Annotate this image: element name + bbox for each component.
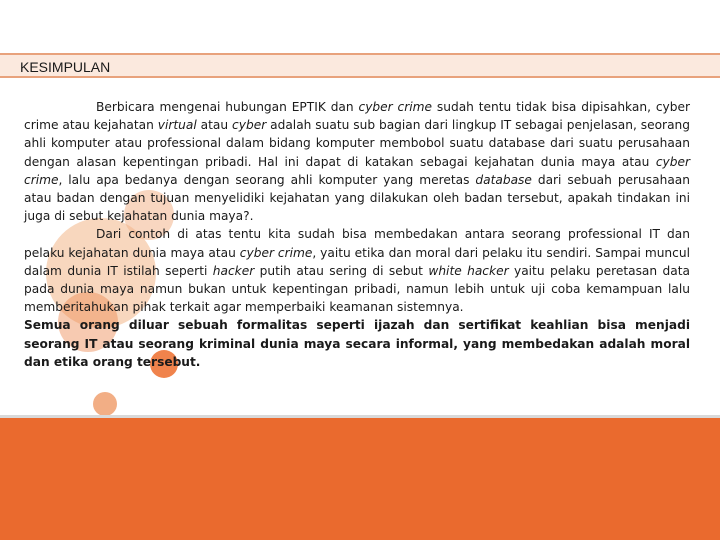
text-run: sudah tentu tidak bisa dipisahkan, cyber crime atau kejahatan [24,100,690,133]
paragraph-2 [24,225,690,316]
text-run: dari sebuah perusahaan atau badan dengan tujuan menyelidiki kejahatan yang dilakukan oleh badan tersebut, apakah tindakan ini juga di sebut kejahatan dunia maya?. [24,172,690,224]
paragraph-1 [24,98,690,225]
text-run: database [475,172,532,187]
text-run: , lalu apa bedanya dengan seorang ahli komputer yang meretas [58,172,476,187]
text-run: Berbicara mengenai hubungan EPTIK dan [96,100,359,114]
text-run: cyber crime [358,100,433,114]
text-run: white hacker [428,263,509,278]
slide-title: KESIMPULAN [20,59,111,75]
text-run: hacker [212,263,255,278]
text-run: cyber crime [239,245,313,260]
paragraph-3: Semua orang diluar sebuah formalitas seperti ijazah dan sertifikat keahlian bisa menjadi seorang IT atau seorang kriminal dunia maya secara informal, yang membedakan adalah moral dan etika orang tersebut. [24,318,690,369]
footer-panel [0,415,720,540]
decorative-circle-bottom [93,392,117,416]
slide-body [24,98,690,371]
text-run: atau [196,118,233,133]
text-run: yaitu pelaku peretasan data pada dunia maya namun bukan untuk kepentingan pribadi, namun lebih untuk uji coba kemampuan lalu memberitahukan pihak terkait agar memperbaiki keamanan sistemnya. [24,263,690,315]
text-run: , yaitu etika dan moral dari pelaku itu sendiri. Sampai muncul dalam dunia IT istilah seperti [24,245,690,278]
text-run: adalah suatu sub bagian dari lingkup IT sebagai penjelasan, seorang ahli komputer atau professional dalam bidang komputer membobol suatu database dari suatu perusahaan dengan alasan kepentingan pribadi. Hal ini dapat di katakan sebagai kejahatan dunia maya atau [24,118,690,169]
text-run: cyber crime [24,154,690,187]
text-run: putih atau sering di sebut [254,263,429,278]
text-run: cyber [232,118,267,133]
text-run: virtual [157,118,197,133]
text-run: Dari contoh di atas tentu kita sudah bisa membedakan antara seorang professional IT dan pelaku kejahatan dunia maya atau [24,227,690,260]
